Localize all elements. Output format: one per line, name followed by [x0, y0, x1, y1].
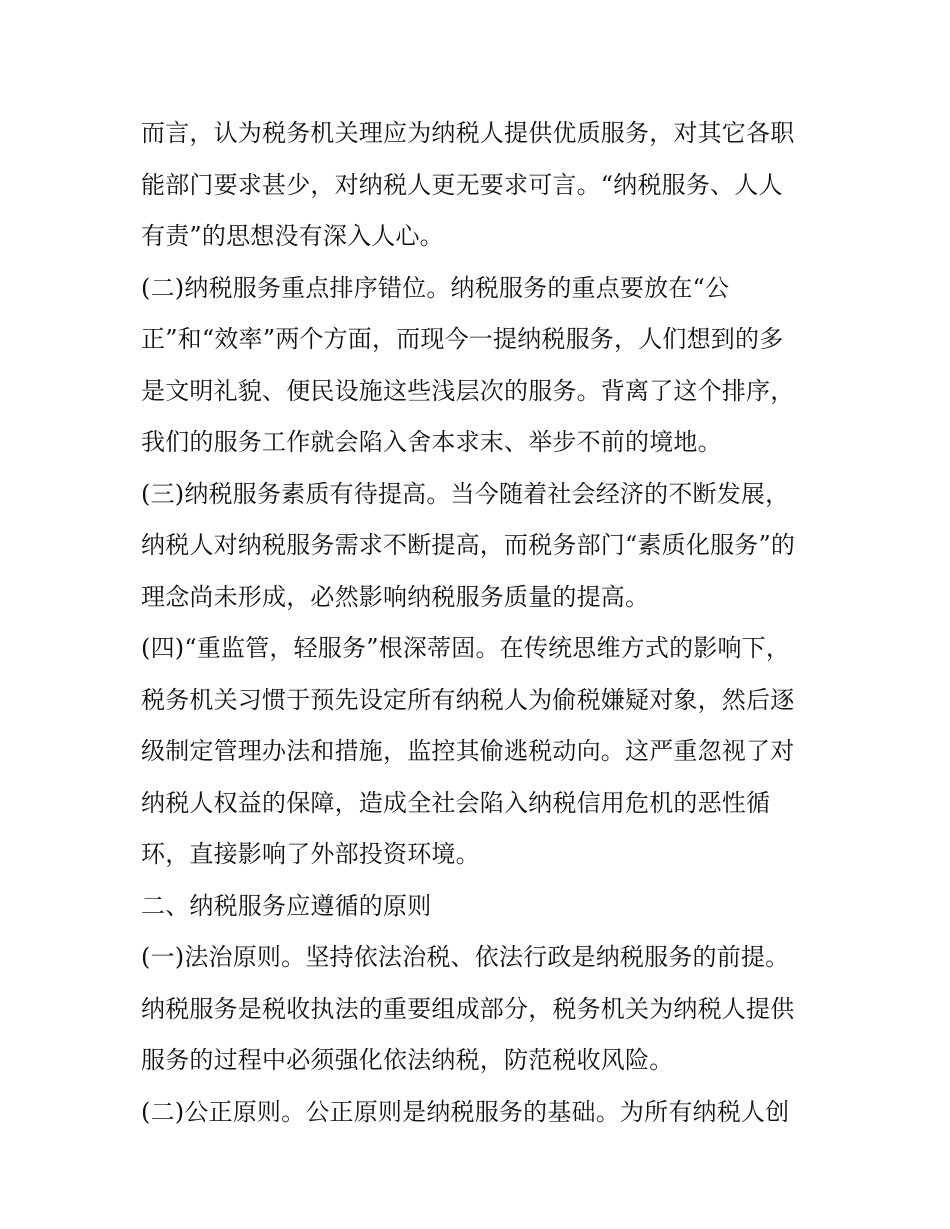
text-line: 有责”的思想没有深入人心。 — [141, 222, 444, 250]
text-line: 纳税人权益的保障，造成全社会陷入纳税信用危机的恶性循 — [141, 788, 771, 817]
text-line: 环，直接影响了外部投资环境。 — [141, 840, 480, 868]
section-heading: 二、纳税服务应遵循的原则 — [141, 891, 432, 920]
text-line: (三)纳税服务素质有待提高。当今随着社会经济的不断发展， — [141, 479, 790, 508]
body-text — [141, 108, 821, 1138]
text-line: 服务的过程中必须强化依法纳税，防范税收风险。 — [141, 1046, 674, 1074]
text-line: 纳税服务是税收执法的重要组成部分，税务机关为纳税人提供 — [141, 994, 795, 1023]
text-line: 税务机关习惯于预先设定所有纳税人为偷税嫌疑对象，然后逐 — [141, 685, 795, 714]
text-line: (二)公正原则。公正原则是纳税服务的基础。为所有纳税人创 — [141, 1097, 790, 1126]
text-line: 纳税人对纳税服务需求不断提高，而税务部门“素质化服务”的 — [141, 531, 796, 559]
text-line: 正”和“效率”两个方面，而现今一提纳税服务，人们想到的多 — [141, 325, 784, 353]
text-line: (二)纳税服务重点排序错位。纳税服务的重点要放在“公 — [141, 273, 730, 302]
text-line: 理念尚未形成，必然影响纳税服务质量的提高。 — [141, 582, 650, 611]
text-line: 我们的服务工作就会陷入舍本求末、举步不前的境地。 — [141, 428, 722, 456]
text-line: (一)法治原则。坚持依法治税、依法行政是纳税服务的前提。 — [141, 943, 790, 971]
text-line: 能部门要求甚少，对纳税人更无要求可言。“纳税服务、人人 — [141, 170, 783, 199]
text-line: 级制定管理办法和措施，监控其偷逃税动向。这严重忽视了对 — [141, 737, 795, 765]
text-line: 而言，认为税务机关理应为纳税人提供优质服务，对其它各职 — [141, 119, 795, 147]
text-line: (四)“重监管，轻服务”根深蒂固。在传统思维方式的影响下， — [141, 634, 791, 662]
text-line: 是文明礼貌、便民设施这些浅层次的服务。背离了这个排序， — [141, 376, 795, 405]
